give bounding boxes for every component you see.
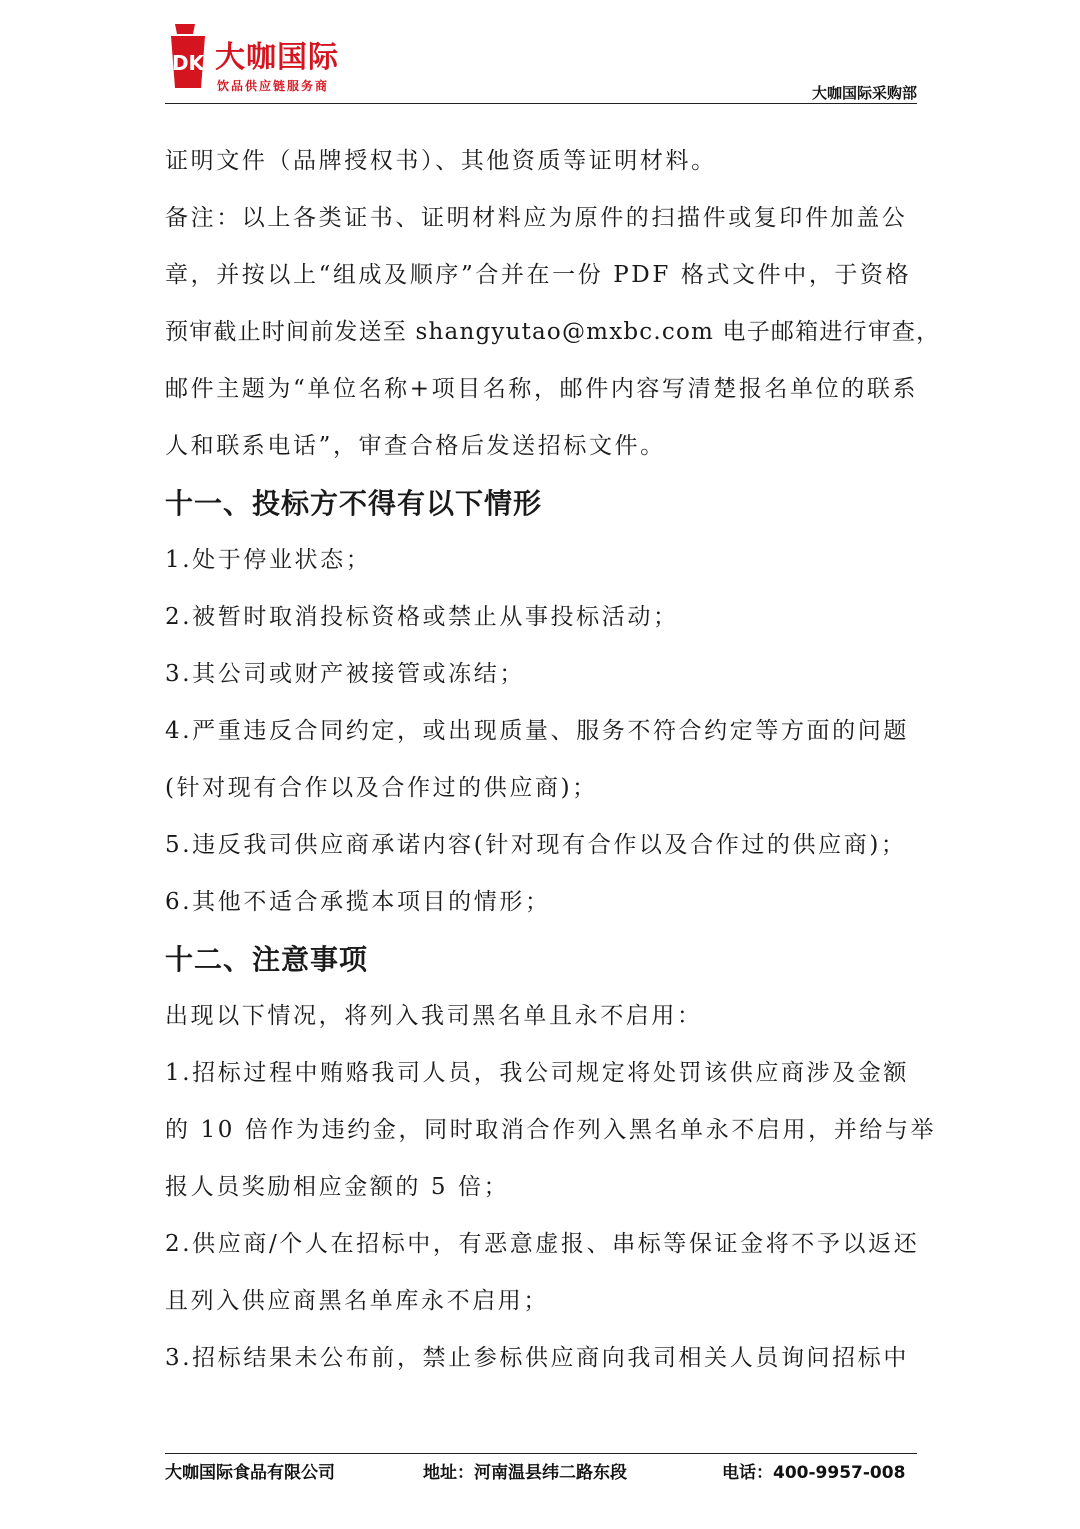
department-label: 大咖国际采购部 bbox=[811, 84, 917, 102]
page-header bbox=[165, 18, 917, 104]
list-item: 的 10 倍作为违约金，同时取消合作列入黑名单永不启用，并给与举 bbox=[165, 1117, 937, 1143]
list-item: (针对现有合作以及合作过的供应商)； bbox=[165, 775, 598, 801]
list-item: 1.处于停业状态； bbox=[165, 547, 372, 573]
page-footer bbox=[165, 1458, 917, 1484]
list-item: 1.招标过程中贿赂我司人员，我公司规定将处罚该供应商涉及金额 bbox=[165, 1060, 909, 1086]
list-item: 6.其他不适合承揽本项目的情形； bbox=[165, 889, 551, 915]
list-item: 3.招标结果未公布前，禁止参标供应商向我司相关人员询问招标中 bbox=[165, 1345, 909, 1371]
logo-name: 大咖国际 bbox=[215, 40, 339, 75]
footer-divider bbox=[165, 1453, 917, 1454]
body-line: 备注：以上各类证书、证明材料应为原件的扫描件或复印件加盖公 bbox=[165, 205, 908, 231]
section-12-title: 十二、注意事项 bbox=[165, 943, 369, 976]
body-line: 证明文件（品牌授权书）、其他资质等证明材料。 bbox=[165, 148, 717, 174]
document-body bbox=[165, 133, 941, 1387]
body-line: 邮件主题为“单位名称+项目名称，邮件内容写清楚报名单位的联系 bbox=[165, 376, 919, 402]
list-item: 出现以下情况，将列入我司黑名单且永不启用： bbox=[165, 1003, 703, 1029]
list-item: 2.被暂时取消投标资格或禁止从事投标活动； bbox=[165, 604, 679, 630]
list-item: 且列入供应商黑名单库永不启用； bbox=[165, 1288, 549, 1314]
footer-address: 地址：河南温县纬二路东段 bbox=[423, 1463, 627, 1483]
dk-logo-icon bbox=[165, 22, 211, 94]
body-line: 预审截止时间前发送至 shangyutao@mxbc.com 电子邮箱进行审查， bbox=[165, 319, 941, 345]
list-item: 3.其公司或财产被接管或冻结； bbox=[165, 661, 525, 687]
list-item: 2.供应商/个人在招标中，有恶意虚报、串标等保证金将不予以返还 bbox=[165, 1231, 920, 1257]
logo-tagline: 饮品供应链服务商 bbox=[217, 79, 330, 93]
body-line: 章，并按以上“组成及顺序”合并在一份 PDF 格式文件中，于资格 bbox=[165, 262, 912, 288]
list-item: 报人员奖励相应金额的 5 倍； bbox=[165, 1174, 510, 1200]
footer-phone: 电话：400-9957-008 bbox=[722, 1463, 906, 1483]
header-divider bbox=[165, 103, 917, 104]
list-item: 5.违反我司供应商承诺内容(针对现有合作以及合作过的供应商)； bbox=[165, 832, 907, 858]
body-line: 人和联系电话”，审查合格后发送招标文件。 bbox=[165, 433, 666, 459]
company-logo bbox=[165, 22, 365, 94]
logo-mark-text: DK bbox=[171, 51, 205, 75]
footer-company: 大咖国际食品有限公司 bbox=[165, 1463, 335, 1483]
section-11-title: 十一、投标方不得有以下情形 bbox=[165, 487, 543, 520]
list-item: 4.严重违反合同约定，或出现质量、服务不符合约定等方面的问题 bbox=[165, 718, 909, 744]
